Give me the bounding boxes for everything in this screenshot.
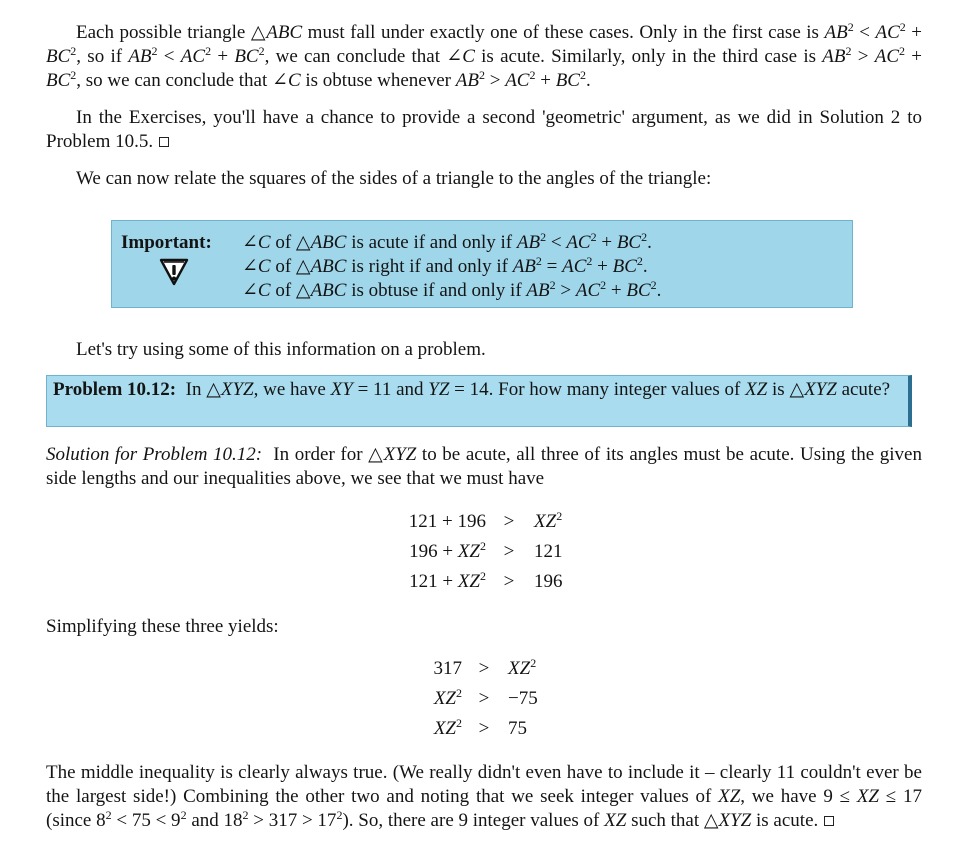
- solution-paragraph: Solution for Problem 10.12: In order for △XYZ to be acute, all three of its angles must be acute. Using the given side lengths and our inequalities above, we see that we must have: [46, 444, 922, 489]
- paragraph-lets-try: Let's try using some of this information on a problem.: [76, 339, 486, 360]
- paragraph-exercises: [46, 106, 922, 154]
- inequality-row-2: $196 + XZ^2$ > 121: [409, 539, 563, 562]
- qed-square-icon: [824, 816, 834, 826]
- simplified-row-3: $XZ^2$ > 75: [433, 716, 527, 739]
- simplified-row-1: 317 > $XZ^2$: [433, 656, 537, 679]
- problem-box: [46, 375, 912, 427]
- paragraph-conclusion: The middle inequality is clearly always true. (We really didn't even have to include it – clearly 11 couldn't ever be the largest side!) Combining the other two and noting that we seek integer values of XZ, we have 9 ≤ XZ ≤ 17 (since $8^2 < 75 < 9^2$ and $18^2 > 317 > 17^2$). So, there are 9 integer values of XZ such that △XYZ is acute.: [46, 762, 922, 831]
- inequality-row-3: $121 + XZ^2$ > 196: [409, 569, 563, 592]
- important-label: Important:: [121, 232, 212, 253]
- problem-text: Problem 10.12: In △XYZ, we have XY = 11 and YZ = 14. For how many integer values of XZ is △XYZ acute?: [53, 379, 891, 400]
- important-box: [111, 220, 853, 308]
- qed-square-icon: [159, 137, 169, 147]
- inequality-row-1: 121 + 196 > $XZ^2$: [408, 509, 563, 532]
- simplified-row-2: $XZ^2$ > −75: [433, 686, 538, 709]
- important-line-obtuse: ∠C of △ABC is obtuse if and only if $AB^2 > AC^2 + BC^2$.: [242, 278, 662, 301]
- warning-triangle-icon: [158, 257, 190, 287]
- solution-label: Solution for Problem 10.12:: [46, 444, 263, 465]
- paragraph-simplifying: Simplifying these three yields:: [46, 616, 279, 637]
- exercises-text: In the Exercises, you'll have a chance to provide a second 'geometric' argument, as we did in Solution 2 to Problem 10.5.: [46, 107, 922, 152]
- important-line-right: ∠C of △ABC is right if and only if $AB^2 = AC^2 + BC^2$.: [242, 254, 648, 277]
- important-line-acute: ∠C of △ABC is acute if and only if $AB^2 < AC^2 + BC^2$.: [242, 230, 652, 253]
- paragraph-relate: We can now relate the squares of the sides of a triangle to the angles of the triangle:: [76, 168, 712, 189]
- paragraph-cases: Each possible triangle △ABC must fall under exactly one of these cases. Only in the first case is $AB^2 < AC^2 + BC^2$, so if $AB^2 < AC^2 + BC^2$, we can conclude that ∠C is acute. Similarly, only in the third case is $AB^2 > AC^2 + BC^2$, so we can conclude that ∠C is obtuse whenever $AB^2 > AC^2 + BC^2$.: [46, 20, 923, 91]
- problem-label: Problem 10.12:: [53, 379, 177, 400]
